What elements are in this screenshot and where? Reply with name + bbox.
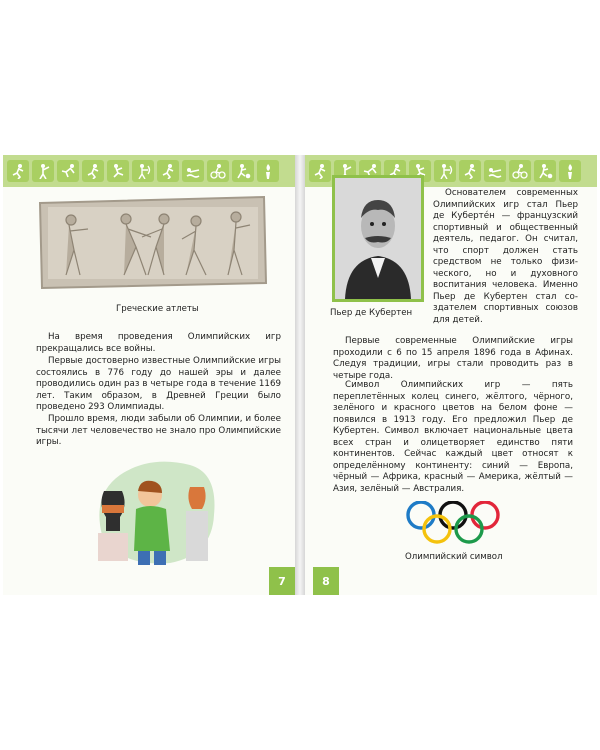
- paragraph-1: Первые современные Олимпийские игры проходили с 6 по 15 апреля 1896 года в Афинах. Следуя традиции, игры стали проводить раз в четыре года.: [333, 336, 573, 381]
- symbol-caption: Олимпийский символ: [405, 552, 503, 562]
- intro-line: Олимпийских игр стал Пьер: [433, 199, 578, 210]
- olympic-ring: [424, 516, 450, 542]
- book-spread: [0, 155, 600, 595]
- olympic-rings-icon: [405, 501, 501, 545]
- intro-line: ческого, но и духовного: [433, 268, 578, 279]
- olympic-ring: [408, 502, 434, 528]
- olympic-ring: [440, 502, 466, 528]
- runner-icon: [82, 160, 104, 182]
- intro-line: воспитания человека. Именно: [433, 280, 578, 290]
- runner-icon: [459, 160, 481, 182]
- archer-icon: [434, 160, 456, 182]
- olympic-ring: [456, 516, 482, 542]
- thrower-icon: [32, 160, 54, 182]
- torch-icon: [257, 160, 279, 182]
- paragraph-2: Символ Олимпийских игр — пять переплетённых колец синего, жёлтого, чёрного, зелёного и красного цветов на белом фоне — появился в 1913 году. Его предложил Пьер де Кубертен. Символ включает национальные цвета всех стран и олицетворяет единство пяти континентов. Сейчас каждый цвет относят к определённому континенту: синий — Европа, чёрный — Африка, красный — Америка, жёлтый — Азия, зелёный — Австралия.: [333, 380, 573, 494]
- swimmer-icon: [182, 160, 204, 182]
- coubertin-portrait: [332, 175, 424, 302]
- portrait-caption: Пьер де Кубертен: [330, 308, 413, 318]
- greek-relief-image: [36, 195, 268, 290]
- sport-icons-band: [3, 155, 295, 187]
- page-number: 8: [313, 567, 339, 595]
- jumper-icon: [57, 160, 79, 182]
- skater-icon: [107, 160, 129, 182]
- swimmer-icon: [484, 160, 506, 182]
- intro-line: что спорт должен стать: [433, 245, 578, 256]
- paragraph-1: На время проведения Олимпийских игр прекращались все войны.: [36, 332, 281, 354]
- book-gutter: [295, 155, 305, 595]
- ballplayer-icon: [232, 160, 254, 182]
- intro-line: спортивный и общественный: [433, 222, 578, 233]
- boy-at-museum-illustration: [90, 455, 220, 567]
- intro-line: средством не только физи-: [433, 257, 578, 267]
- page-7: [3, 155, 295, 595]
- olympic-ring: [472, 502, 498, 528]
- cyclist-icon: [509, 160, 531, 182]
- coubertin-photo: [335, 178, 421, 299]
- intro-line: Основателем современных: [445, 188, 578, 198]
- paragraph-3: Прошло время, люди забыли об Олимпии, и более тысячи лет человечество не знало про Олимпийские игры.: [36, 414, 281, 447]
- page-8: [305, 155, 597, 595]
- runner-icon: [309, 160, 331, 182]
- torch-icon: [559, 160, 581, 182]
- page-number: 7: [269, 567, 295, 595]
- intro-line: для детей.: [433, 314, 483, 325]
- relief-caption: Греческие атлеты: [116, 304, 199, 314]
- runner-icon: [7, 160, 29, 182]
- ballplayer-icon: [534, 160, 556, 182]
- intro-line: здателем спортивных союзов: [433, 303, 578, 313]
- paragraph-2: Первые достоверно известные Олимпийские игры состоялись в 776 году до нашей эры и далее проводились один раз в четыре года в течение 1169 лет. Таким образом, в Древней Греции было проведено 293 Олимпиады.: [36, 356, 281, 412]
- intro-line: Пьер де Кубертен стал со-: [433, 291, 578, 302]
- archer-icon: [132, 160, 154, 182]
- intro-line: деятель, педагог. Он считал,: [433, 234, 578, 244]
- intro-line: де Кубертéн — французский: [433, 211, 578, 221]
- cyclist-icon: [207, 160, 229, 182]
- runner-icon: [157, 160, 179, 182]
